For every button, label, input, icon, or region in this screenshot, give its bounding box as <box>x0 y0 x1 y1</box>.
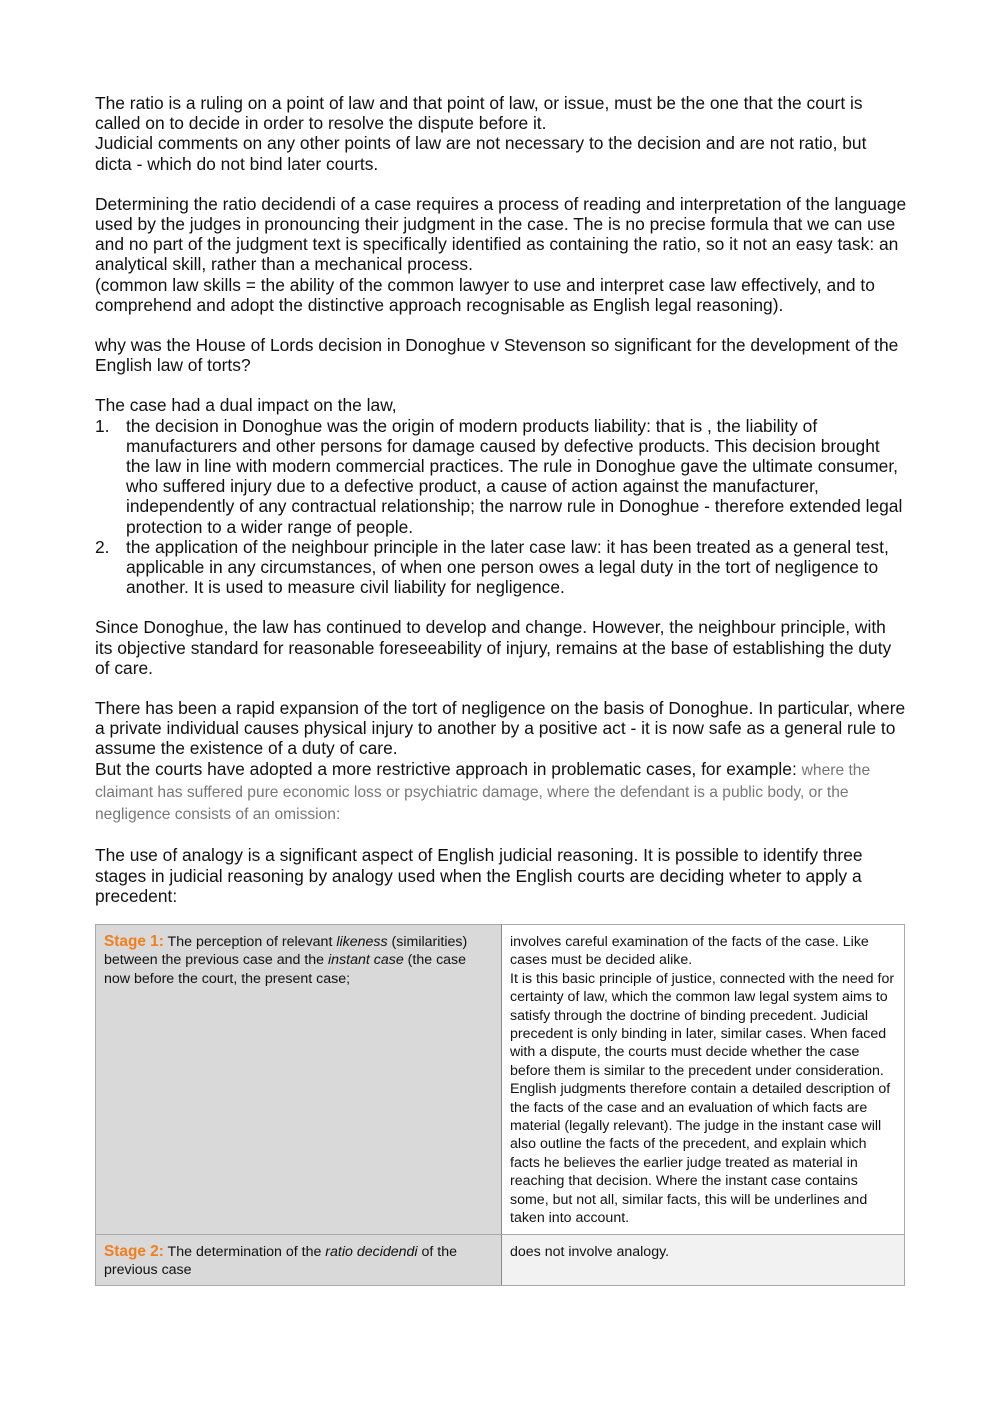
list-item <box>95 537 907 598</box>
analogy-stages-table <box>95 924 905 1286</box>
instant-case-term: instant case <box>328 952 404 969</box>
document-body <box>95 93 907 906</box>
stage-2-description-cell <box>502 1234 905 1286</box>
stage-1-desc-c: English judgments therefore contain a detailed description of the facts of the case and an evaluation of which facts are material (legally relevant). The judge in the instant case will also outline the facts of the precedent, and explain which facts he believes the earlier judge treated as material in reaching that decision. Where the instant case contains some, but not all, similar facts, this will be underlines and taken into account. <box>510 1081 891 1227</box>
ratio-definition: The ratio is a ruling on a point of law and that point of law, or issue, must be the one that the court is called on to decide in order to resolve the dispute before it. <box>95 93 863 134</box>
stage-1-text: The perception of relevant <box>163 934 337 950</box>
stage-1-label-cell <box>96 925 502 1235</box>
table-row <box>96 925 905 1235</box>
stage-1-description-cell <box>502 925 905 1235</box>
donoghue-question: why was the House of Lords decision in Donoghue v Stevenson so significant for the development of the English law of torts? <box>95 335 899 376</box>
list-number: 1. <box>95 415 110 436</box>
list-item <box>95 416 907 537</box>
restrictive-approach-paragraph <box>95 759 907 826</box>
since-donoghue-paragraph: Since Donoghue, the law has continued to develop and change. However, the neighbour principle, with its objective standard for reasonable foreseeability of injury, remains at the base of establishing the duty of care. <box>95 617 892 678</box>
stage-2-tag: Stage 2: <box>104 1242 164 1260</box>
restrictive-approach-text: But the courts have adopted a more restrictive approach in problematic cases, for example: <box>95 758 797 779</box>
common-law-skills-note: (common law skills = the ability of the common lawyer to use and interpret case law effectively, and to comprehend and adopt the distinctive approach recognisable as English legal reasoning). <box>95 274 875 315</box>
stage-2-label-cell <box>96 1234 502 1286</box>
dual-impact-intro: The case had a dual impact on the law, <box>95 395 397 416</box>
ratio-determination-paragraph: Determining the ratio decidendi of a case requires a process of reading and interpretation of the language used by the judges in pronouncing their judgment in the case. The is no precise formula that we can use and no part of the judgment text is specifically identified as containing the ratio, so it not an easy task: an analytical skill, rather than a mechanical process. <box>95 193 907 275</box>
stage-2-text: The determination of the <box>163 1243 326 1260</box>
dicta-definition: Judicial comments on any other points of law are not necessary to the decision and are not ratio, but dicta - which do not bind later courts. <box>95 133 867 174</box>
stage-1-text: (similarities) between the previous case and the <box>104 934 468 969</box>
problematic-cases-examples: where the claimant has suffered pure economic loss or psychiatric damage, where the defendant is a public body, or the negligence consists of an omission: <box>95 761 871 824</box>
negligence-expansion-paragraph: There has been a rapid expansion of the tort of negligence on the basis of Donoghue. In particular, where a private individual causes physical injury to another by a positive act - it is now safe as a general rule to assume the existence of a duty of care. <box>95 698 906 759</box>
list-item-text: the application of the neighbour principle in the later case law: it has been treated as a general test, applicable in any circumstances, of when one person owes a legal duty in the tort of negligence to another. It is used to measure civil liability for negligence. <box>126 536 889 598</box>
stage-2-desc: does not involve analogy. <box>510 1243 670 1260</box>
impact-list <box>95 416 907 598</box>
list-item-text: the decision in Donoghue was the origin of modern products liability: that is , the liability of manufacturers and other persons for damage caused by defective products. This decision brought the law in line with modern commercial practices. The rule in Donoghue gave the ultimate consumer, who suffered injury due to a defective product, a cause of action against the manufacturer, independently of any contractual relationship; the narrow rule in Donoghue - therefore extended legal protection to a wider range of people. <box>126 415 903 537</box>
stage-1-desc-b: It is this basic principle of justice, connected with the need for certainty of law, which the common law legal system aims to satisfy through the doctrine of binding precedent. Judicial precedent is only binding in later, similar cases. When faced with a dispute, the courts must decide whether the case before them is similar to the precedent under consideration. <box>510 970 895 1079</box>
stage-2-text: of the previous case <box>104 1243 458 1278</box>
likeness-term: likeness <box>336 934 388 950</box>
table-row <box>96 1234 905 1286</box>
stage-1-tag: Stage 1: <box>104 933 164 950</box>
ratio-decidendi-term: ratio decidendi <box>325 1243 418 1260</box>
stage-1-text: (the case now before the court, the present case; <box>104 952 467 987</box>
stage-1-desc-a: involves careful examination of the facts of the case. Like cases must be decided alike. <box>510 934 869 969</box>
analogy-paragraph: The use of analogy is a significant aspect of English judicial reasoning. It is possible to identify three stages in judicial reasoning by analogy used when the English courts are deciding wheter to apply a precedent: <box>95 845 863 906</box>
list-number: 2. <box>95 536 110 557</box>
